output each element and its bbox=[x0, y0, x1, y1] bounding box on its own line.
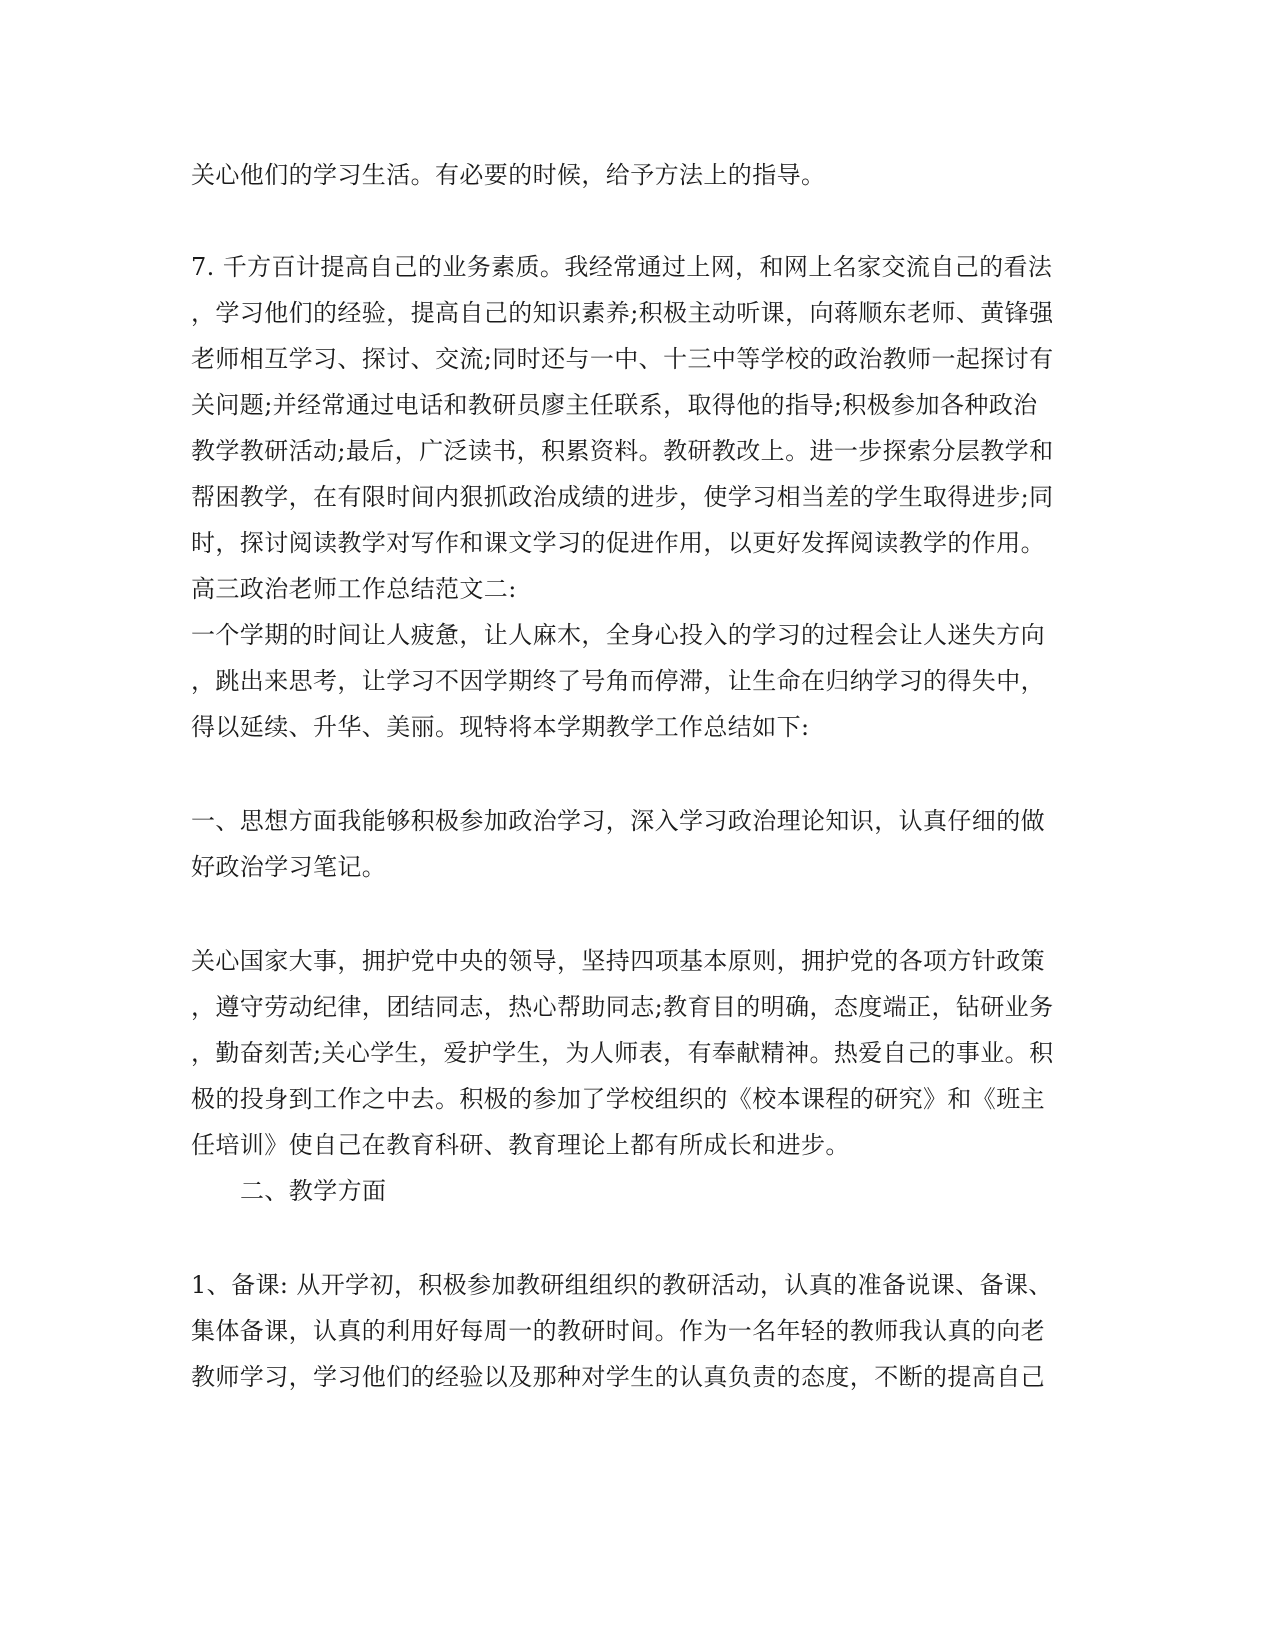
text-line: 关心他们的学习生活。有必要的时候，给予方法上的指导。 bbox=[191, 161, 826, 189]
section-heading: 二、教学方面 bbox=[240, 1177, 387, 1205]
text-line: ，勤奋刻苦;关心学生，爱护学生，为人师表，有奉献精神。热爱自己的事业。积 bbox=[191, 1039, 1054, 1067]
text-line: 教学教研活动;最后，广泛读书，积累资料。教研教改上。进一步探索分层教学和 bbox=[191, 437, 1054, 465]
text-line: 帮困教学，在有限时间内狠抓政治成绩的进步，使学习相当差的学生取得进步;同 bbox=[191, 483, 1054, 511]
text-line: 一、思想方面我能够积极参加政治学习，深入学习政治理论知识，认真仔细的做 bbox=[191, 807, 1045, 835]
text-line: 好政治学习笔记。 bbox=[191, 853, 387, 881]
text-line: 任培训》使自己在教育科研、教育理论上都有所成长和进步。 bbox=[191, 1131, 850, 1159]
text-line: 得以延续、升华、美丽。现特将本学期教学工作总结如下: bbox=[191, 713, 810, 741]
text-line: ，跳出来思考，让学习不因学期终了号角而停滞，让生命在归纳学习的得失中， bbox=[191, 667, 1045, 695]
text-line: 一个学期的时间让人疲惫，让人麻木，全身心投入的学习的过程会让人迷失方向 bbox=[191, 621, 1045, 649]
text-line: 关心国家大事，拥护党中央的领导，坚持四项基本原则，拥护党的各项方针政策 bbox=[191, 947, 1045, 975]
text-line: 7. 千方百计提高自己的业务素质。我经常通过上网，和网上名家交流自己的看法 bbox=[191, 253, 1053, 281]
text-line: 集体备课，认真的利用好每周一的教研时间。作为一名年轻的教师我认真的向老 bbox=[191, 1317, 1045, 1345]
text-line: ，遵守劳动纪律，团结同志，热心帮助同志;教育目的明确，态度端正，钻研业务 bbox=[191, 993, 1054, 1021]
text-line: 教师学习，学习他们的经验以及那种对学生的认真负责的态度，不断的提高自己 bbox=[191, 1363, 1045, 1391]
text-line: 时，探讨阅读教学对写作和课文学习的促进作用，以更好发挥阅读教学的作用。 bbox=[191, 529, 1045, 557]
section-heading: 高三政治老师工作总结范文二: bbox=[191, 575, 517, 603]
text-line: 老师相互学习、探讨、交流;同时还与一中、十三中等学校的政治教师一起探讨有 bbox=[191, 345, 1054, 373]
text-line: 关问题;并经常通过电话和教研员廖主任联系，取得他的指导;积极参加各种政治 bbox=[191, 391, 1038, 419]
text-line: 极的投身到工作之中去。积极的参加了学校组织的《校本课程的研究》和《班主 bbox=[191, 1085, 1045, 1113]
text-line: 1、备课: 从开学初，积极参加教研组组织的教研活动，认真的准备说课、备课、 bbox=[191, 1271, 1053, 1299]
text-line: ，学习他们的经验，提高自己的知识素养;积极主动听课，向蒋顺东老师、黄锋强 bbox=[191, 299, 1054, 327]
